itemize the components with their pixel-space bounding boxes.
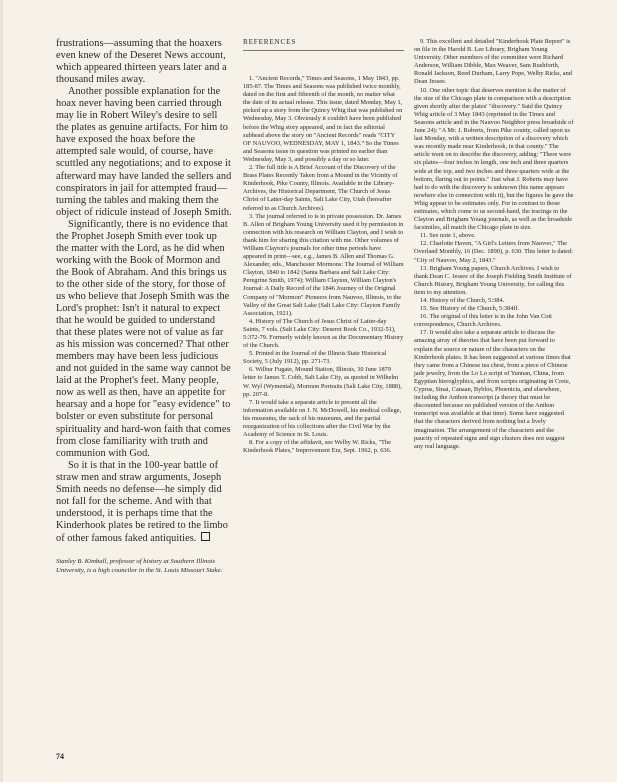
article-paragraph: Significantly, there is no evidence that the Prophet Joseph Smith ever took up the matter with the Lord, as he did when working with the Book of Mormon and the Book of Abraham. And this brings us to the other side of the story, for those of us who believe that Joseph Smith was the Lord's prophet: Isn't it natural to expect that he would be guided to understand that these plates were not of value as far as his mission was concerned? That other members may have been less judicious and not guided in the same way cannot be laid at the Prophet's feet. Many people, now as well as then, have an appetite for hearsay and a hope for "easy evidence" to bolster or even substitute for personal spirituality and hard-won faith that comes from close familiarity with truth and communion with God.	[56, 218, 231, 459]
reference-item: 16. The original of this letter is in the John Van Cott correspondence, Church Archives.	[414, 313, 552, 329]
reference-item: 15. See History of the Church, 5:384ff.	[420, 305, 520, 313]
reference-item: 1. "Ancient Records," Times and Seasons, 1 May 1843, pp. 185-87. The Times and Seasons was published twice monthly, dated on the first and fifteenth of the month, no matter what the date of its actual release. This issue, dated Monday, May 1, picked up a story from the Quincy Whig that was published on Wednesday, May 3. Obviously it couldn't have been published before the Whig story appeared, and in fact the editorial subhead above the story on "Ancient Records" reads "CITY OF NAUVOO, WEDNESDAY, MAY 1, 1843." So the Times and Seasons issue in question was printed no earlier than Wednesday, May 3, and possibly a day or so later.	[243, 75, 403, 163]
end-mark-icon	[201, 532, 210, 541]
reference-item: 9. This excellent and detailed "Kinderhook Plate Report" is on file in the Harold B. Lee Library, Brigham Young University. Other members of the committee were Richard Anderson, William Dibble, Max Weaver, Sam Rushforth, Ronald Jackson, Reed Durham, Larry Pope, Welby Ricks, and Dean Jessee.	[414, 38, 572, 86]
reference-item: 8. For a copy of the affidavit, see Welby W. Ricks, "The Kinderhook Plates," Improvement Era, Sept. 1962, p. 636.	[243, 439, 392, 455]
reference-item: 3. The journal referred to is in private possession. Dr. James B. Allen of Brigham Young University used it by permission in connection with his research on William Clayton, and I wish to thank him for sharing this citation with me. Other volumes of William Clayton's journals for other time periods have appeared in print—see, e.g., James B. Allen and Thomas G. Alexander, eds., Manchester Mormons: The Journal of William Clayton, 1840 to 1842 (Santa Barbara and Salt Lake City: Peregrine Smith, 1974); William Clayton, William Clayton's Journal: A Daily Record of the 1846 Journey of the Original Company of "Mormon" Pioneers from Nauvoo, Illinois, to the Valley of the Great Salt Lake (Salt Lake City: Clayton Family Association, 1921).	[243, 212, 404, 317]
reference-item: 13. Brigham Young papers, Church Archives. I wish to thank Dean C. Jessee of the Joseph Fielding Smith Institute of Church History, Brigham Young University, for calling this item to my attention.	[414, 264, 572, 296]
reference-item: 10. One other topic that deserves mention is the matter of the size of the Chicago plate in comparison with a description given shortly after the plates' "discovery." Said the Quincy Whig article of 3 May 1843 (reprinted in the Times and Seasons article and in the Nauvoo Neighbor press broadside of June 24): "A Mr. J. Roberts, from Pike county, called upon us last Monday, with a written description of a discovery which was recently made near Kinderhook, in that county." The article went on to describe the discovery, adding: "There were six plates—four inches in length, one inch and three quarters wide at the top, and two inches and three quarters wide at the bottom, flaring out to points." Just what J. Roberts may have had to do with the discovery is unknown (his name appears nowhere else in connection with it), but the figures he gave the Whig appear to be estimates only. For in contrast to those estimates, which come to us second-hand, the tracings in the Clayton and Brigham Young journals, as well as the broadside facsimiles, all match the Chicago plate in size.	[414, 86, 574, 232]
article-paragraph-final	[56, 460, 232, 545]
references-heading: REFERENCES	[243, 38, 404, 51]
article-paragraph: frustrations—assuming that the hoaxers even knew of the Deseret News account, which appeared thirteen years later and a thousand miles away.	[56, 38, 227, 86]
references-list-1	[243, 75, 404, 455]
reference-item: 14. History of the Church, 5:384.	[420, 297, 505, 304]
reference-item: 4. History of The Church of Jesus Christ of Latter-day Saints, 7 vols. (Salt Lake City: Deseret Book Co., 1932-51), 5:372-79. Formerly widely known as the Documentary History of the Church.	[243, 317, 404, 350]
reference-item: 12. Charlotte Haven, "A Girl's Letters from Nauvoo," The Overland Monthly, 16 (Dec. 1890), p. 630. This letter is dated: "City of Nauvoo, May 2, 1843."	[414, 240, 573, 264]
page-number: 74	[56, 752, 64, 761]
references-column-1	[243, 38, 404, 455]
page-edge	[0, 0, 3, 782]
article-paragraph-final-text: So it is that in the 100-year battle of straw men and straw arguments, Joseph Smith needs no defense—he simply did not fall for the scheme. And with that understood, it is perhaps time that the Kinderhook plates be retired to the limbo of other famous faked antiquities.	[56, 459, 228, 544]
references-column-2	[414, 38, 574, 451]
reference-item: 6. Wilbur Fugate, Mound Station, Illinois, 30 June 1879 letter to James T. Cobb, Salt Lake City, as quoted in Wilhelm W. Wyl (Wymental), Mormon Portraits (Salt Lake City, 1888), pp. 207-8.	[243, 366, 402, 398]
reference-item: 2. The full title is A Brief Account of the Discovery of the Brass Plates Recently Taken from a Mound in the Vicinity of Kinderhook, Pike County, Illinois. Available in the Library-Archives, the Historical Department, The Church of Jesus Christ of Latter-day Saints, Salt Lake City, Utah (hereafter referred to as Church Archives).	[243, 164, 398, 212]
reference-item: 17. It would also take a separate article to discuss the amazing array of theories that have been put forward to explain the source or nature of the characters on the Kinderhook plates. It has been suggested at various times that they came from a Chinese tea chest, from a piece of Chinese jade jewelry, from the Lo Lo script of Yunnan, China, from Egyptian hieroglyphics, and from scripts originating in Crete, Cyprus, Sinai, Canaan, Byblos, Phoenicia, and elsewhere, including the Anthon transcript (a theory that must be discounted because no published version of the Anthon transcript was available at that time). Some have suggested that the characters derived from nothing but a lively imagination. The arrangement of the characters and the paucity of repeated signs and sign clusters does not suggest any real language.	[414, 329, 571, 450]
main-article-column	[56, 38, 232, 575]
author-bio: Stanley B. Kimball, professor of history at Southern Illinois University, is a high councilor in the St. Louis Missouri Stake.	[56, 557, 223, 575]
reference-item: 5. Printed in the Journal of the Illinois State Historical Society, 5 (July 1912), pp. 271-73.	[243, 350, 387, 366]
references-list-2	[414, 38, 574, 451]
reference-item: 11. See note 1, above.	[420, 232, 476, 240]
reference-item: 7. It would take a separate article to present all the information available on J. N. McDowell, his medical college, his museums, the sack of his museums, and the partial reorganization of his collections after the Civil War by the Academy of Science in St. Louis.	[243, 398, 402, 439]
article-paragraph: Another possible explanation for the hoax never having been carried through may lie in Robert Wiley's desire to sell the plates as genuine artifacts. For him to have exposed the hoax before the attempted sale would, of course, have scuttled any negotiations; and to expose it afterward may have landed the sellers and conspirators in jail for attempted fraud—turning the tables and making them the object of ridicule instead of Joseph Smith.	[56, 86, 232, 218]
